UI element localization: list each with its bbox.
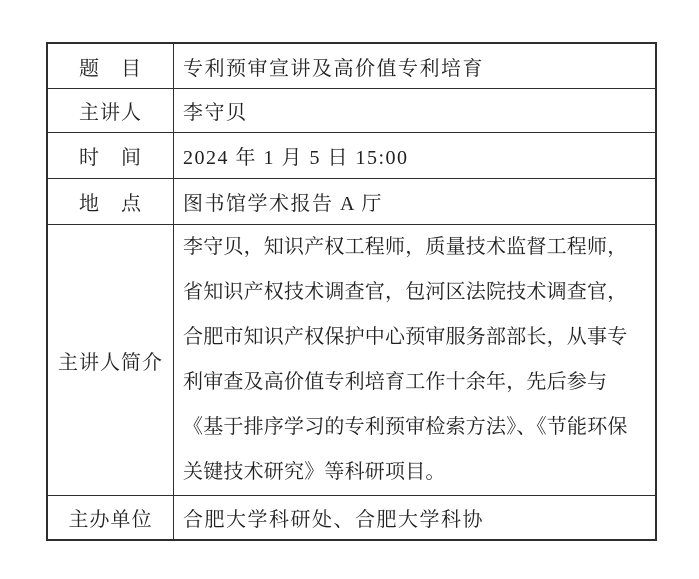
row-value: 专利预审宣讲及高价值专利培育	[183, 57, 484, 80]
row-label: 题 目	[79, 57, 142, 80]
bio-line: 合肥市知识产权保护中心预审服务部部长，从事专	[183, 326, 628, 348]
bio-line: 关键技术研究》等科研项目。	[183, 461, 446, 483]
bio-line: 李守贝，知识产权工程师，质量技术监督工程师，	[183, 236, 628, 258]
row-value: 合肥大学科研处、合肥大学科协	[183, 509, 484, 531]
table-row-time	[48, 132, 655, 178]
row-value: 李守贝	[183, 102, 248, 124]
row-value-cell	[174, 225, 655, 495]
row-label-cell	[48, 496, 174, 539]
row-value-cell	[174, 496, 655, 539]
row-label: 时 间	[79, 147, 142, 169]
seminar-notice-table	[46, 42, 657, 541]
row-value-cell	[174, 133, 655, 178]
row-label-cell	[48, 179, 174, 224]
row-label: 地 点	[79, 193, 142, 215]
bio-line: 利审查及高价值专利培育工作十余年，先后参与	[183, 371, 608, 393]
row-value-cell	[174, 44, 655, 88]
table-row-title	[48, 44, 655, 88]
row-label-cell	[48, 133, 174, 178]
row-value: 2024 年 1 月 5 日 15:00	[183, 147, 409, 169]
table-row-location	[48, 178, 655, 224]
row-label: 主讲人简介	[58, 351, 163, 374]
bio-line: 《基于排序学习的专利预审检索方法》、《节能环保	[183, 416, 628, 438]
row-label-cell	[48, 44, 174, 88]
row-label-cell	[48, 225, 174, 495]
table-row-speaker	[48, 88, 655, 132]
table-row-organizer	[48, 495, 655, 539]
row-label: 主办单位	[68, 509, 153, 531]
bio-line: 省知识产权技术调查官，包河区法院技术调查官，	[183, 281, 628, 303]
row-label-cell	[48, 89, 174, 132]
row-value-cell	[174, 179, 655, 224]
row-value: 图书馆学术报告 A 厅	[183, 193, 383, 215]
row-label: 主讲人	[79, 102, 142, 124]
row-value-cell	[174, 89, 655, 132]
table-row-speaker-bio	[48, 224, 655, 495]
